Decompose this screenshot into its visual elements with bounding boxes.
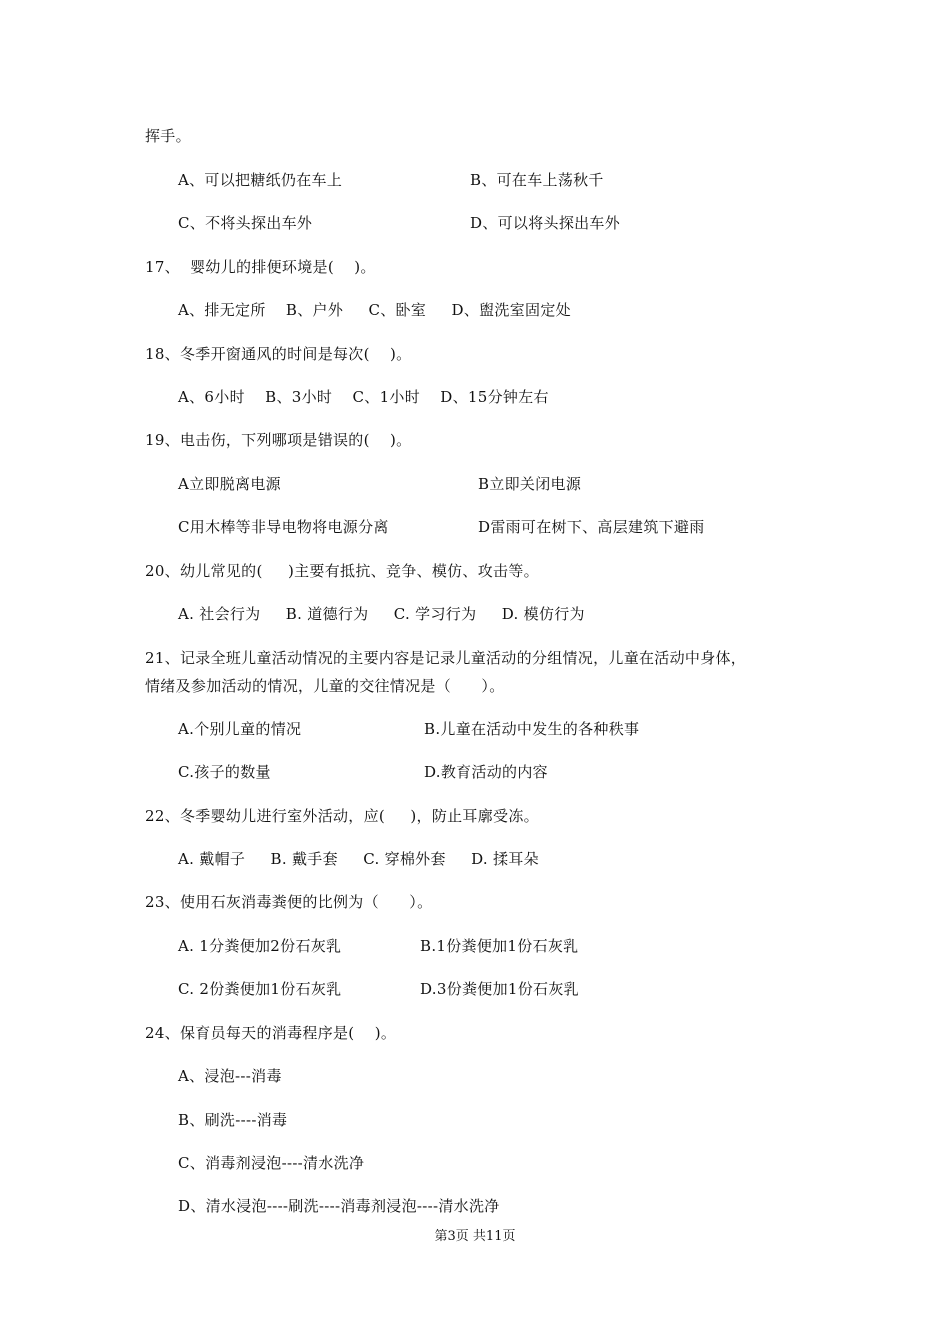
option-q19-c: C用木棒等非导电物将电源分离 (178, 518, 389, 536)
option-q19-d: D雷雨可在树下、高层建筑下避雨 (478, 518, 705, 536)
options-q17: A、排无定所 B、户外 C、卧室 D、盥洗室固定处 (178, 301, 571, 319)
option-q19-b: B立即关闭电源 (478, 475, 582, 493)
option-q23-c: C. 2份粪便加1份石灰乳 (178, 980, 342, 998)
option-q21-b: B.儿童在活动中发生的各种秩事 (424, 720, 640, 738)
option-q21-d: D.教育活动的内容 (424, 763, 548, 781)
question-17: 17、 婴幼儿的排便环境是( )。 (145, 258, 376, 276)
option-q16-d: D、可以将头探出车外 (470, 214, 621, 232)
option-q23-a: A. 1分粪便加2份石灰乳 (178, 937, 342, 955)
question-18: 18、冬季开窗通风的时间是每次( )。 (145, 345, 412, 363)
question-21-line-1: 21、记录全班儿童活动情况的主要内容是记录儿童活动的分组情况，儿童在活动中身体， (145, 649, 747, 667)
option-q16-b: B、可在车上荡秋千 (470, 171, 604, 189)
option-q16-a: A、可以把糖纸仍在车上 (178, 171, 343, 189)
question-22: 22、冬季婴幼儿进行室外活动，应( )，防止耳廓受冻。 (145, 807, 539, 825)
option-q21-c: C.孩子的数量 (178, 763, 271, 781)
option-q19-a: A立即脱离电源 (178, 475, 281, 493)
option-q23-b: B.1份粪便加1份石灰乳 (420, 937, 579, 955)
options-q22: A. 戴帽子 B. 戴手套 C. 穿棉外套 D. 揉耳朵 (178, 850, 539, 868)
page-footer: 第3页 共11页 (434, 1229, 516, 1244)
question-23: 23、使用石灰消毒粪便的比例为（ ）。 (145, 893, 433, 911)
question-20: 20、幼儿常见的( )主要有抵抗、竞争、模仿、攻击等。 (145, 562, 539, 580)
option-q24-c: C、消毒剂浸泡----清水洗净 (178, 1154, 365, 1172)
text-line: 挥手。 (145, 127, 191, 145)
option-q16-c: C、不将头探出车外 (178, 214, 313, 232)
option-q21-a: A.个别儿童的情况 (178, 720, 302, 738)
question-19: 19、电击伤，下列哪项是错误的( )。 (145, 431, 412, 449)
option-q23-d: D.3份粪便加1份石灰乳 (420, 980, 579, 998)
option-q24-d: D、清水浸泡----刷洗----消毒剂浸泡----清水洗净 (178, 1197, 500, 1215)
options-q20: A. 社会行为 B. 道德行为 C. 学习行为 D. 模仿行为 (178, 605, 585, 623)
question-24: 24、保育员每天的消毒程序是( )。 (145, 1024, 397, 1042)
options-q18: A、6小时 B、3小时 C、1小时 D、15分钟左右 (178, 388, 549, 406)
question-21-line-2: 情绪及参加活动的情况，儿童的交往情况是（ ）。 (145, 677, 505, 695)
option-q24-a: A、浸泡---消毒 (178, 1067, 282, 1085)
option-q24-b: B、刷洗----消毒 (178, 1111, 288, 1129)
